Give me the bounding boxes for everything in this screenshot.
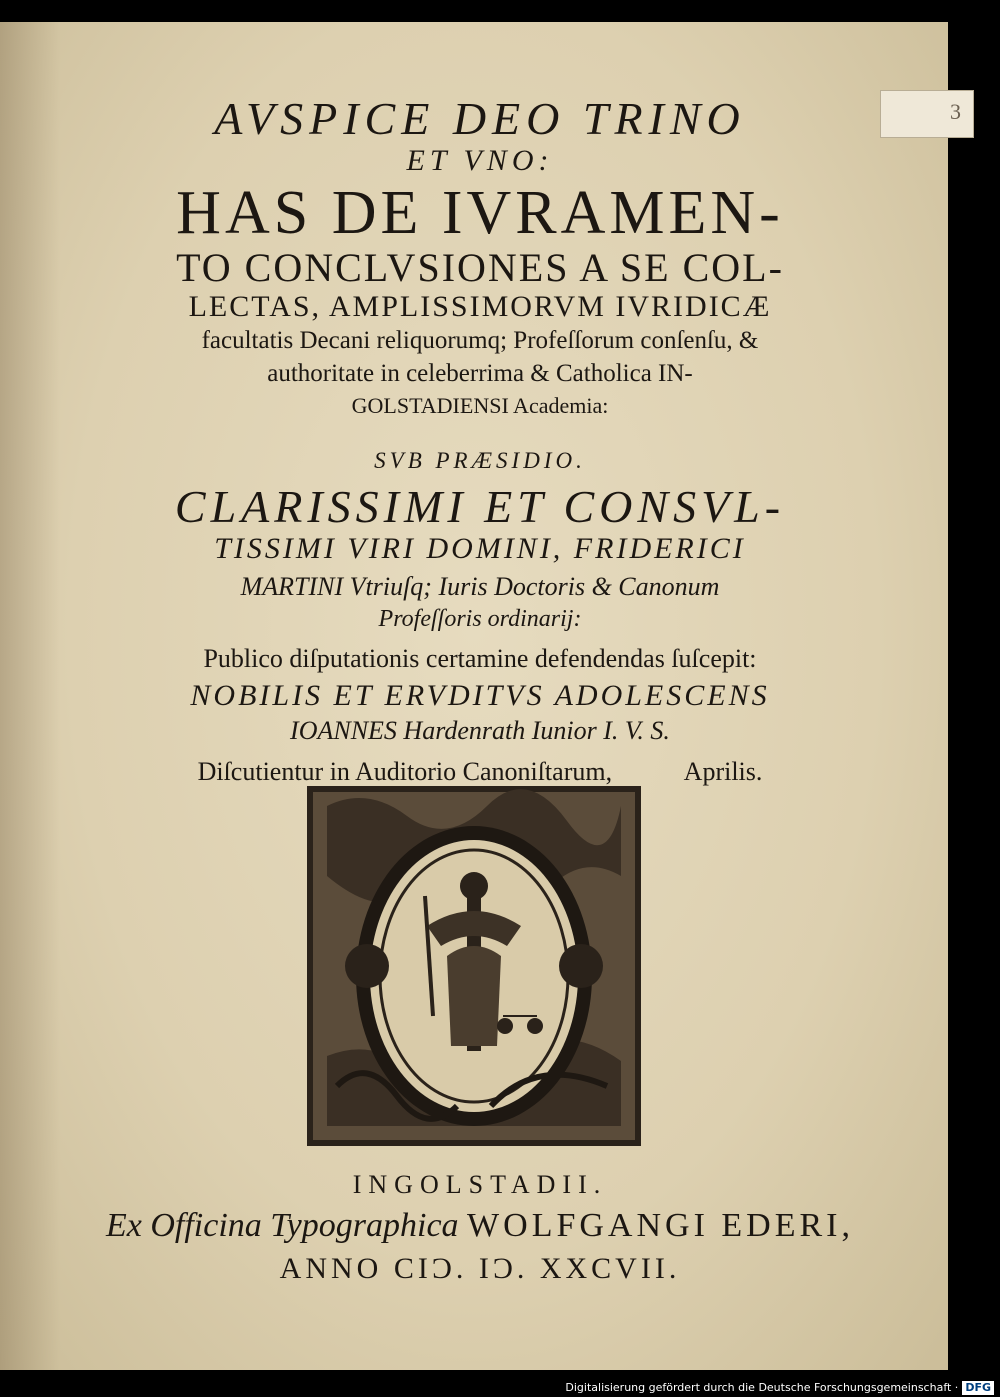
defense-line-3: IOANNES Hardenrath Iunior I. V. S. — [290, 716, 670, 745]
imprint-city: INGOLSTADII. — [352, 1170, 608, 1199]
presidium-line-2: CLARISSIMI ET CONSVL- — [174, 481, 786, 532]
dfg-logo: DFG — [962, 1381, 994, 1395]
presidium-line-3: TISSIMI VIRI DOMINI, FRIDERICI — [214, 532, 746, 565]
printer-woodcut-device — [307, 786, 641, 1146]
presidium-line-5: Profeſſoris ordinarij: — [378, 606, 582, 632]
title-line-6: facultatis Decani reliquorumq; Profeſſorum conſenſu, & — [201, 327, 759, 354]
title-line-8: GOLSTADIENSI Academia: — [351, 393, 609, 418]
imprint-year: ANNO CIƆ. IƆ. XXCVII. — [279, 1252, 681, 1285]
title-line-1: AVSPICE DEO TRINO — [214, 93, 746, 144]
title-line-4: TO CONCLVSIONES A SE COL- — [176, 245, 784, 290]
presidium-heading: SVB PRÆSIDIO. — [374, 448, 586, 473]
imprint-officina: Ex Officina Typographica — [106, 1207, 459, 1244]
defense-auditorium: Diſcutientur in Auditorio Canoniſtarum, — [197, 757, 613, 786]
defense-line-2: NOBILIS ET ERVDITVS ADOLESCENS — [190, 679, 770, 712]
title-page — [0, 22, 961, 1370]
footer-credit — [0, 1379, 994, 1397]
title-line-3: HAS DE IVRAMEN- — [176, 179, 784, 247]
title-line-7: authoritate in celeberrima & Catholica IN- — [267, 360, 693, 387]
footer-text: Digitalisierung gefördert durch die Deutsche Forschungsgemeinschaft · — [565, 1381, 959, 1394]
imprint-printer-name: WOLFGANGI EDERI, — [467, 1207, 854, 1244]
label-number: 3 — [950, 99, 961, 124]
defense-line-4 — [60, 757, 900, 787]
title-line-2: ET VNO: — [406, 144, 554, 177]
defense-line-1: Publico diſputationis certamine defendendas ſuſcepit: — [203, 644, 757, 673]
title-line-5: LECTAS, AMPLISSIMORVM IVRIDICÆ — [188, 290, 772, 323]
presidium-line-4: MARTINI Vtriuſq; Iuris Doctoris & Canonum — [240, 572, 720, 601]
imprint-printer-line — [60, 1207, 900, 1245]
defense-month: Aprilis. — [683, 757, 763, 786]
